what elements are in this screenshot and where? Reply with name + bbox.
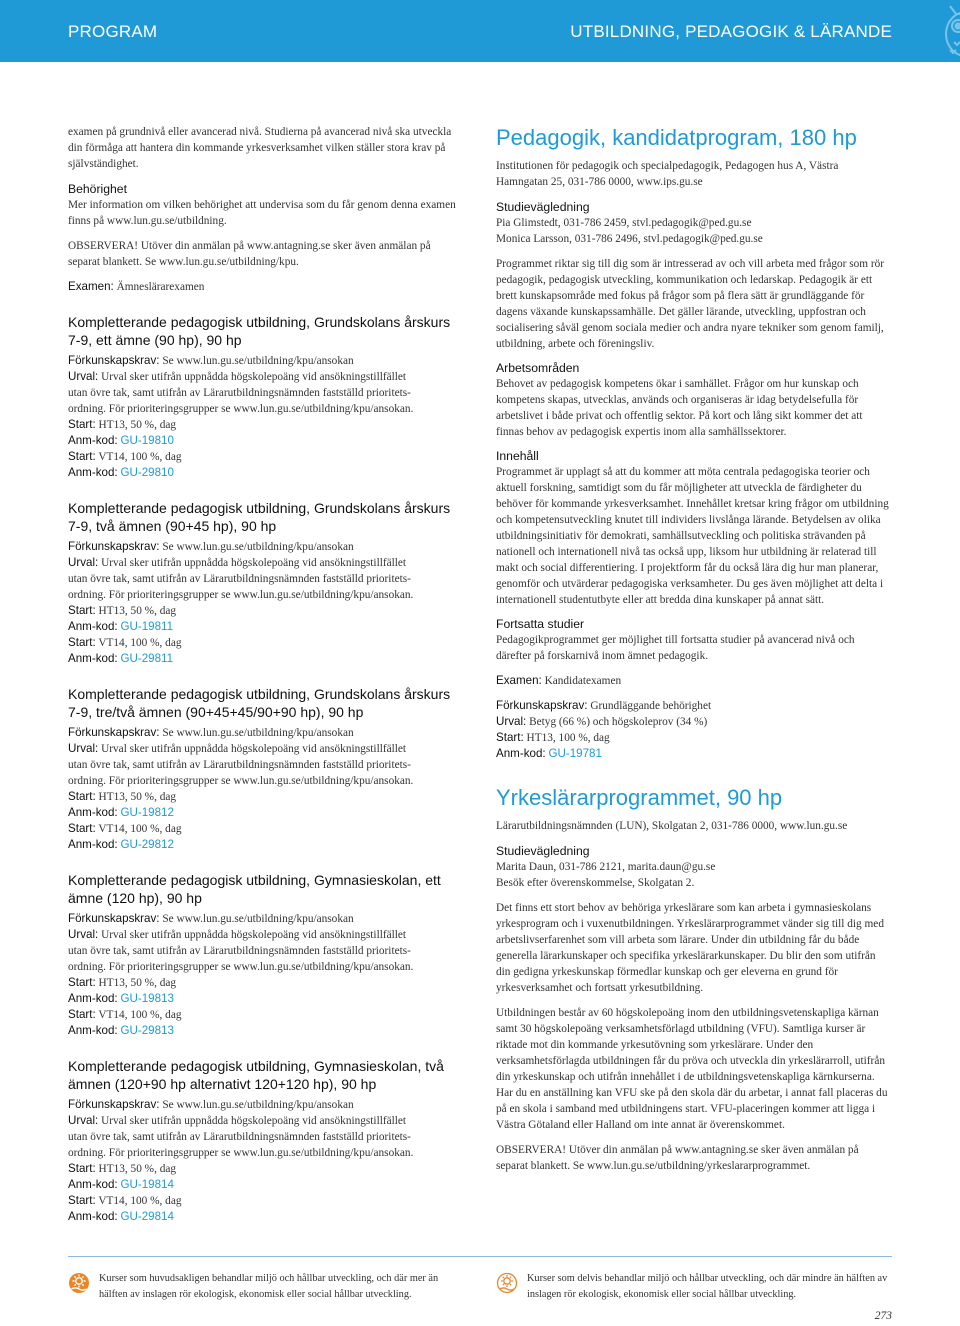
anmkod-value: GU-29814 <box>120 1210 174 1223</box>
course-start-2 <box>68 1007 462 1023</box>
behorighet-text: Mer information om vilken behörighet att undervisa som du får genom denna examen finns på www.lun.gu.se/utbildning. <box>68 199 456 227</box>
behorighet-heading: Behörighet <box>68 182 127 196</box>
forkunskap-value: Se www.lun.gu.se/utbildning/kpu/ansokan <box>159 1099 354 1111</box>
ped-forkunskap-value: Grundläggande behörighet <box>587 700 712 712</box>
anmkod-label: Anm-kod: <box>68 466 118 479</box>
start-value: HT13, 50 %, dag <box>95 419 177 431</box>
yrkeslarar-program-title: Yrkeslärarprogrammet, 90 hp <box>496 785 783 810</box>
urval-label: Urval: <box>68 370 99 383</box>
urval-label: Urval: <box>68 742 99 755</box>
anmkod-label: Anm-kod: <box>68 806 118 819</box>
examen-value: Ämneslärarexamen <box>113 281 205 293</box>
anmkod-value: GU-19811 <box>120 620 174 633</box>
urval-value: Urval sker utifrån uppnådda högskolepoäng vid ansökningstillfället <box>98 557 407 569</box>
start-label: Start: <box>68 636 96 649</box>
course-anmkod-2 <box>68 651 462 667</box>
yrkeslarar-paragraph-2: Utbildningen består av 60 högskolepoäng inom den utbildningsvetenskapliga kärnan samt 30 högskolepoäng verksamhetsförlagd utbildning (VFU). Samtliga kurser är riktade mot din kommande yrkesutövning som yrkeslärare. Under den verksamhetsförlagda utbildningen får du pröva och utveckla din yrkeslärarroll, utifrån din yrkeskunskap och utifrån innehållet i de utbildningsvetenskapliga kärnkurserna. Har du en anställning kan VFU ske på den skola där du arbetar, i annat fall placeras du på en skola i samband med utbildningens start. VFU-placeringen kommer att ligga i Västra Götaland eller Halland om inte annat är överenskommet. <box>496 1007 888 1131</box>
course-urval-line-3: ordning. För prioriteringsgrupper se www.lun.gu.se/utbildning/kpu/ansokan. <box>68 589 414 601</box>
anmkod-label: Anm-kod: <box>68 1024 118 1037</box>
header-category-label: UTBILDNING, PEDAGOGIK & LÄRANDE <box>570 22 892 41</box>
ped-urval-line <box>496 714 892 730</box>
footer-divider <box>68 1256 892 1257</box>
ped-examen-line <box>496 673 892 689</box>
ped-anmkod-line <box>496 746 892 762</box>
start-value: VT14, 100 %, dag <box>95 451 182 463</box>
intro-paragraph: examen på grundnivå eller avancerad nivå. Studierna på avancerad nivå ska utveckla din förmåga att hantera din kommande yrkesverksamhet vilken ställer stora krav på självständighet. <box>68 126 452 170</box>
start-value: HT13, 50 %, dag <box>95 1163 177 1175</box>
studievagledning-line-2: Monica Larsson, 031-786 2496, stvl.pedagogik@ped.gu.se <box>496 233 763 245</box>
course-urval-line-2: utan övre tak, samt utifrån av Lärarutbildningsnämnden fastställd prioritets- <box>68 573 411 585</box>
urval-value: Urval sker utifrån uppnådda högskolepoäng vid ansökningstillfället <box>98 1115 407 1127</box>
start-label: Start: <box>68 790 96 803</box>
course-start-2 <box>68 635 462 651</box>
forkunskap-label: Förkunskapskrav: <box>68 1098 160 1111</box>
course-start-2 <box>68 449 462 465</box>
yrkeslarar-address: Lärarutbildningsnämnden (LUN), Skolgatan 2, 031-786 0000, www.lun.gu.se <box>496 820 848 832</box>
anmkod-value: GU-29813 <box>120 1024 174 1037</box>
course-urval-line-2: utan övre tak, samt utifrån av Lärarutbildningsnämnden fastställd prioritets- <box>68 945 411 957</box>
course-list <box>68 313 462 1225</box>
anmkod-value: GU-19812 <box>120 806 174 819</box>
course-forkunskap-line <box>68 911 462 927</box>
innehall-text: Programmet är upplagt så att du kommer att möta centrala pedagogiska teorier och aktuell forskning, samtidigt som du får möjligheter att utveckla de färdigheter du behöver för kommande yrkesverksamhet. Innehållet kretsar kring frågor om utbildning och kompetensutveckling knutet till individers livslånga lärande. Betydelsen av olika utbildningsinitiativ för demokrati, samhällsutveckling och politiska strävanden på nationell och internationell nivå tas också upp, liksom hur utbildning är relaterad till makt och social differentiering. I projektform får du också lära dig hur man planerar, genomför och utvärderar pedagogiska verksamheter. Du ges även möjlighet att delta i internationell studentutbyte eller att bredda dina kunskaper på annat sätt. <box>496 466 889 606</box>
course-start-1 <box>68 603 462 619</box>
course-block <box>68 685 462 853</box>
ped-forkunskap-line <box>496 698 892 714</box>
start-label: Start: <box>68 1194 96 1207</box>
course-start-2 <box>68 1193 462 1209</box>
anmkod-label: Anm-kod: <box>68 1210 118 1223</box>
forkunskap-label: Förkunskapskrav: <box>68 354 160 367</box>
ped-start-value: HT13, 100 %, dag <box>523 732 610 744</box>
anmkod-value: GU-29812 <box>120 838 174 851</box>
sustainability-partial-icon <box>496 1272 518 1294</box>
pedagogik-description: Programmet riktar sig till dig som är intresserad av och vill arbeta med frågor som rör pedagogik, pedagogisk utveckling, kommunikation och ledarskap. Pedagogik är ett brett kunskapsområde med fokus på frågor som på flera sätt är grundläggande för dagens växande kunskapssamhälle. Det gäller lärande, utveckling, uppfostran och socialisering såväl genom sociala medier och andra nyare tekniker som genom familj, utbildning, arbete och föreningsliv. <box>496 258 885 350</box>
course-start-1 <box>68 417 462 433</box>
start-label: Start: <box>68 976 96 989</box>
anmkod-value: GU-19810 <box>120 434 174 447</box>
course-forkunskap-line <box>68 1097 462 1113</box>
anmkod-value: GU-29810 <box>120 466 174 479</box>
course-start-1 <box>68 1161 462 1177</box>
right-column <box>496 124 892 1174</box>
start-label: Start: <box>68 450 96 463</box>
owl-icon <box>920 0 960 62</box>
fortsatta-studier-text: Pedagogikprogrammet ger möjlighet till fortsatta studier på avancerad nivå och därefter på forskarnivå inom ämnet pedagogik. <box>496 634 855 662</box>
start-label: Start: <box>68 418 96 431</box>
course-title: Kompletterande pedagogisk utbildning, Grundskolans årskurs 7-9, ett ämne (90 hp), 90 hp <box>68 314 451 348</box>
innehall-heading: Innehåll <box>496 449 539 463</box>
yrkeslarar-paragraph-1: Det finns ett stort behov av behöriga yrkeslärare som kan arbeta i gymnasieskolans yrkesprogram och i vuxenutbildningen. Yrkeslärarprogrammet vänder sig till dig med arbetslivserfarenhet som vill arbeta som lärare. Under din utbildning får du både generella lärarkunskaper och specifika yrkeslärarkunskaper. Du blir den som utifrån din gedigna yrkeskunskap förmedlar kunskap och ger eleverna en grund för yrkesverksamhet och fortsatt yrkesutbildning. <box>496 902 884 994</box>
course-urval-line-1 <box>68 369 462 385</box>
course-anmkod-1 <box>68 619 462 635</box>
yrkeslarar-observera: OBSERVERA! Utöver din anmälan på www.antagning.se sker även anmälan på separat blankett. Se www.lun.gu.se/utbildning/yrkeslararprogrammet. <box>496 1144 859 1172</box>
forkunskap-label: Förkunskapskrav: <box>68 726 160 739</box>
examen-label: Examen: <box>68 280 114 293</box>
start-value: VT14, 100 %, dag <box>95 637 182 649</box>
course-urval-line-1 <box>68 927 462 943</box>
course-title: Kompletterande pedagogisk utbildning, Grundskolans årskurs 7-9, tre/två ämnen (90+45+45/90+90 hp), 90 hp <box>68 686 451 720</box>
anmkod-label: Anm-kod: <box>68 838 118 851</box>
page-header <box>0 0 960 62</box>
footnote-main-text: Kurser som huvudsakligen behandlar miljö och hållbar utveckling, och där mer än hälften av inslagen rör ekologisk, ekonomisk eller social hållbar utveckling. <box>99 1273 439 1300</box>
ped-start-label: Start: <box>496 731 524 744</box>
anmkod-value: GU-29811 <box>120 652 174 665</box>
left-column <box>68 124 462 1225</box>
footnote-partial-text: Kurser som delvis behandlar miljö och hållbar utveckling, och där mindre än hälften av inslagen rör ekologisk, ekonomisk eller social hållbar utveckling. <box>527 1273 888 1300</box>
footnote-partial-sustainability <box>496 1271 892 1303</box>
page-number: 273 <box>874 1310 892 1322</box>
anmkod-label: Anm-kod: <box>68 620 118 633</box>
start-value: VT14, 100 %, dag <box>95 1195 182 1207</box>
ped-urval-value: Betyg (66 %) och högskoleprov (34 %) <box>526 716 708 728</box>
forkunskap-value: Se www.lun.gu.se/utbildning/kpu/ansokan <box>159 913 354 925</box>
pedagogik-address: Institutionen för pedagogik och specialpedagogik, Pedagogen hus A, Västra Hamngatan 25, 031-786 0000, www.ips.gu.se <box>496 160 839 188</box>
course-urval-line-2: utan övre tak, samt utifrån av Lärarutbildningsnämnden fastställd prioritets- <box>68 759 411 771</box>
ped-examen-value: Kandidatexamen <box>541 675 622 687</box>
course-urval-line-1 <box>68 555 462 571</box>
yrk-studievagledning-heading: Studievägledning <box>496 844 590 858</box>
anmkod-value: GU-19813 <box>120 992 174 1005</box>
course-block <box>68 499 462 667</box>
forkunskap-label: Förkunskapskrav: <box>68 912 160 925</box>
ped-forkunskap-label: Förkunskapskrav: <box>496 699 588 712</box>
start-label: Start: <box>68 1162 96 1175</box>
yrk-studievagledning-line-2: Besök efter överenskommelse, Skolgatan 2. <box>496 877 695 889</box>
urval-value: Urval sker utifrån uppnådda högskolepoäng vid ansökningstillfället <box>98 371 407 383</box>
course-block <box>68 1057 462 1225</box>
course-urval-line-1 <box>68 1113 462 1129</box>
course-urval-line-1 <box>68 741 462 757</box>
course-anmkod-1 <box>68 433 462 449</box>
course-forkunskap-line <box>68 539 462 555</box>
urval-value: Urval sker utifrån uppnådda högskolepoäng vid ansökningstillfället <box>98 743 407 755</box>
anmkod-label: Anm-kod: <box>68 652 118 665</box>
course-urval-line-3: ordning. För prioriteringsgrupper se www.lun.gu.se/utbildning/kpu/ansokan. <box>68 961 414 973</box>
course-anmkod-2 <box>68 465 462 481</box>
forkunskap-value: Se www.lun.gu.se/utbildning/kpu/ansokan <box>159 355 354 367</box>
fortsatta-studier-heading: Fortsatta studier <box>496 617 585 631</box>
start-value: HT13, 50 %, dag <box>95 605 177 617</box>
course-block <box>68 871 462 1039</box>
forkunskap-value: Se www.lun.gu.se/utbildning/kpu/ansokan <box>159 727 354 739</box>
ped-admission-block <box>496 698 892 762</box>
start-label: Start: <box>68 604 96 617</box>
start-value: HT13, 50 %, dag <box>95 977 177 989</box>
course-urval-line-3: ordning. För prioriteringsgrupper se www.lun.gu.se/utbildning/kpu/ansokan. <box>68 1147 414 1159</box>
course-urval-line-2: utan övre tak, samt utifrån av Lärarutbildningsnämnden fastställd prioritets- <box>68 387 411 399</box>
course-anmkod-1 <box>68 991 462 1007</box>
course-start-2 <box>68 821 462 837</box>
urval-label: Urval: <box>68 556 99 569</box>
course-start-1 <box>68 975 462 991</box>
urval-label: Urval: <box>68 928 99 941</box>
ped-start-line <box>496 730 892 746</box>
course-title: Kompletterande pedagogisk utbildning, Gymnasieskolan, två ämnen (120+90 hp alternativt 120+120 hp), 90 hp <box>68 1058 444 1092</box>
course-anmkod-1 <box>68 1177 462 1193</box>
start-value: VT14, 100 %, dag <box>95 1009 182 1021</box>
ped-anmkod-label: Anm-kod: <box>496 747 546 760</box>
anmkod-label: Anm-kod: <box>68 992 118 1005</box>
course-urval-line-3: ordning. För prioriteringsgrupper se www.lun.gu.se/utbildning/kpu/ansokan. <box>68 775 414 787</box>
anmkod-label: Anm-kod: <box>68 1178 118 1191</box>
urval-value: Urval sker utifrån uppnådda högskolepoäng vid ansökningstillfället <box>98 929 407 941</box>
arbetsomraden-text: Behovet av pedagogisk kompetens ökar i samhället. Frågor om hur kunskap och kompetens skapas, utvecklas, används och organiseras är idag betydelsefulla för arbetslivet i både privat och offentlig sektor. På kort och lång sikt kommer det att finnas behov av pedagogisk expertis inom alla samhällssektorer. <box>496 378 863 438</box>
course-urval-line-2: utan övre tak, samt utifrån av Lärarutbildningsnämnden fastställd prioritets- <box>68 1131 411 1143</box>
sustainability-main-icon <box>68 1272 90 1294</box>
start-value: VT14, 100 %, dag <box>95 823 182 835</box>
course-forkunskap-line <box>68 353 462 369</box>
start-value: HT13, 50 %, dag <box>95 791 177 803</box>
course-start-1 <box>68 789 462 805</box>
anmkod-label: Anm-kod: <box>68 434 118 447</box>
ped-urval-label: Urval: <box>496 715 527 728</box>
course-block <box>68 313 462 481</box>
ped-examen-label: Examen: <box>496 674 542 687</box>
course-urval-line-3: ordning. För prioriteringsgrupper se www.lun.gu.se/utbildning/kpu/ansokan. <box>68 403 414 415</box>
ped-anmkod-value: GU-19781 <box>548 747 602 760</box>
course-anmkod-2 <box>68 837 462 853</box>
pedagogik-program-title: Pedagogik, kandidatprogram, 180 hp <box>496 125 857 150</box>
examen-line <box>68 279 462 295</box>
studievagledning-line-1: Pia Glimstedt, 031-786 2459, stvl.pedagogik@ped.gu.se <box>496 217 752 229</box>
course-anmkod-2 <box>68 1023 462 1039</box>
course-anmkod-2 <box>68 1209 462 1225</box>
yrk-studievagledning-line-1: Marita Daun, 031-786 2121, marita.daun@gu.se <box>496 861 716 873</box>
course-title: Kompletterande pedagogisk utbildning, Grundskolans årskurs 7-9, två ämnen (90+45 hp), 90 hp <box>68 500 451 534</box>
course-anmkod-1 <box>68 805 462 821</box>
studievagledning-heading: Studievägledning <box>496 200 590 214</box>
urval-label: Urval: <box>68 1114 99 1127</box>
start-label: Start: <box>68 822 96 835</box>
course-title: Kompletterande pedagogisk utbildning, Gymnasieskolan, ett ämne (120 hp), 90 hp <box>68 872 441 906</box>
start-label: Start: <box>68 1008 96 1021</box>
header-section-label: PROGRAM <box>68 22 158 41</box>
anmkod-value: GU-19814 <box>120 1178 174 1191</box>
arbetsomraden-heading: Arbetsområden <box>496 361 580 375</box>
observera-note: OBSERVERA! Utöver din anmälan på www.antagning.se sker även anmälan på separat blankett. Se www.lun.gu.se/utbildning/kpu. <box>68 240 431 268</box>
forkunskap-label: Förkunskapskrav: <box>68 540 160 553</box>
forkunskap-value: Se www.lun.gu.se/utbildning/kpu/ansokan <box>159 541 354 553</box>
footnote-main-sustainability <box>68 1271 468 1303</box>
course-forkunskap-line <box>68 725 462 741</box>
